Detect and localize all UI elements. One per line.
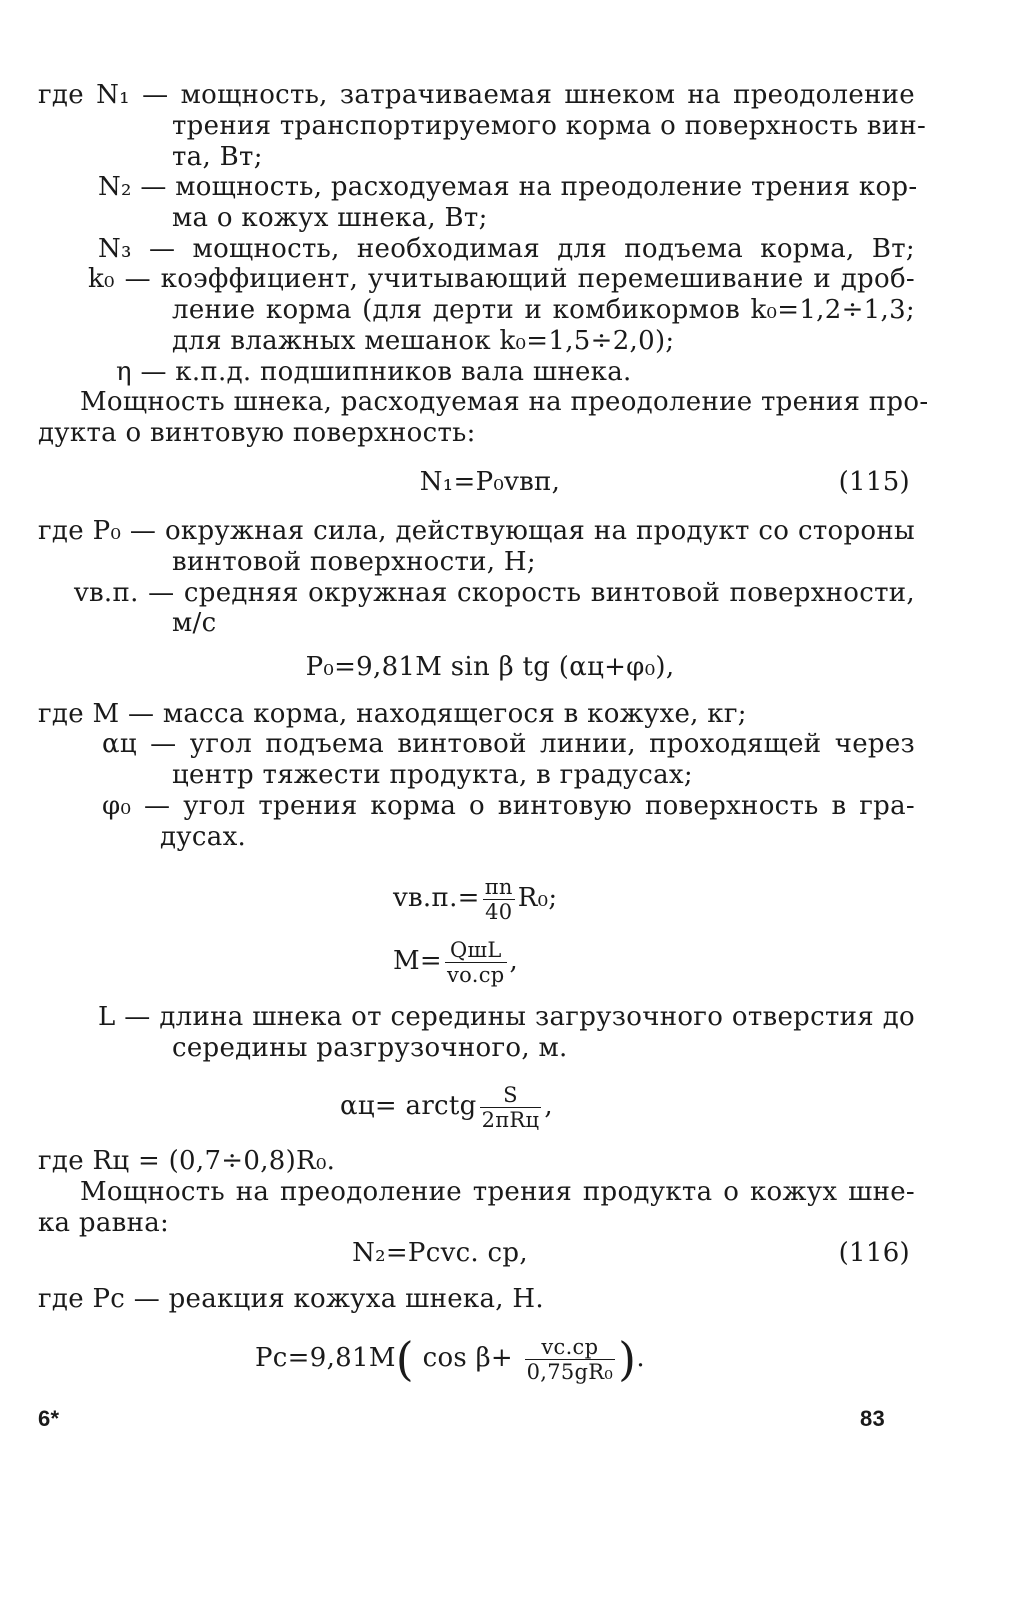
page-number: 83: [860, 1406, 886, 1431]
formula-v: [393, 870, 557, 926]
text-line: ление корма (для дерти и комбикормов k₀=1,2÷1,3;: [172, 295, 915, 325]
text-line: L — длина шнека от середины загрузочного отверстия до: [98, 1002, 915, 1032]
text-line: αц — угол подъема винтовой линии, проходящей через: [102, 729, 915, 759]
equation-number: (115): [838, 467, 910, 497]
close-paren: ): [618, 1332, 637, 1386]
formula-lhs: αц= arctg: [340, 1091, 477, 1121]
numerator: πn: [484, 874, 513, 899]
text-line: k₀ — коэффициент, учитывающий перемешивание и дроб-: [88, 264, 915, 294]
denominator: vo.cp: [447, 962, 505, 987]
numerator: S: [503, 1082, 518, 1107]
text-line: где Rц = (0,7÷0,8)R₀.: [38, 1146, 336, 1176]
formula-mid: cos β+: [414, 1343, 522, 1373]
formula-m: [393, 933, 518, 989]
text-line: vв.п. — средняя окружная скорость винтовой поверхности,: [74, 578, 915, 608]
text-line: дусах.: [160, 822, 247, 852]
equation-number: (116): [838, 1238, 910, 1268]
equation-p0: P₀=9,81M sin β tg (αц+φ₀),: [305, 652, 675, 682]
numerator: vc.cp: [541, 1334, 599, 1359]
formula-alpha: [340, 1078, 553, 1134]
text-line: φ₀ — угол трения корма о винтовую поверхность в гра-: [102, 791, 915, 821]
text-line: м/с: [172, 608, 217, 638]
equation-115: N₁=P₀vвп,: [419, 467, 561, 497]
text-line: ма о кожух шнека, Вт;: [172, 203, 488, 233]
fraction: [525, 1335, 616, 1384]
text-line: винтовой поверхности, Н;: [172, 547, 536, 577]
numerator: QшL: [449, 937, 502, 962]
fraction: [445, 938, 507, 987]
text-line: N₂ — мощность, расходуемая на преодоление трения кор-: [98, 172, 918, 202]
formula-pc: [255, 1328, 645, 1388]
text-line: где P₀ — окружная сила, действующая на продукт со стороны: [38, 516, 915, 546]
text-line: середины разгрузочного, м.: [172, 1033, 568, 1063]
text-line: Мощность шнека, расходуемая на преодоление трения про-: [80, 387, 929, 417]
open-paren: (: [395, 1332, 415, 1386]
formula-lhs: Pc=9,81M: [255, 1343, 396, 1373]
text-line: Мощность на преодоление трения продукта о кожух шне-: [80, 1177, 915, 1207]
signature-mark: 6*: [38, 1406, 60, 1431]
formula-rhs: R₀;: [517, 883, 558, 913]
text-line: дукта о винтовую поверхность:: [38, 418, 476, 448]
denominator: 40: [483, 899, 515, 924]
formula-lhs: M=: [393, 946, 443, 976]
denominator: 2πRц: [481, 1107, 540, 1132]
fraction: [483, 875, 515, 924]
text-line: центр тяжести продукта, в градусах;: [172, 760, 693, 790]
text-line: η — к.п.д. подшипников вала шнека.: [116, 357, 632, 387]
formula-rhs: ,: [509, 946, 519, 976]
text-line: трения транспортируемого корма о поверхность вин-: [172, 111, 927, 141]
equation-116: N₂=Pcvc. cp,: [352, 1238, 528, 1268]
text-line: для влажных мешанок k₀=1,5÷2,0);: [172, 326, 675, 356]
text-line: та, Вт;: [172, 142, 263, 172]
formula-end: .: [636, 1343, 645, 1373]
denominator: 0,75gR₀: [526, 1359, 614, 1384]
formula-lhs: vв.п.=: [393, 883, 480, 913]
formula-rhs: ,: [544, 1091, 553, 1121]
fraction: [480, 1083, 542, 1132]
text-line: N₃ — мощность, необходимая для подъема корма, Вт;: [98, 234, 915, 264]
text-line: где N₁ — мощность, затрачиваемая шнеком на преодоление: [38, 80, 915, 110]
text-line: где M — масса корма, находящегося в кожухе, кг;: [38, 699, 747, 729]
text-line: ка равна:: [38, 1208, 170, 1238]
text-line: где Pc — реакция кожуха шнека, Н.: [38, 1284, 544, 1314]
